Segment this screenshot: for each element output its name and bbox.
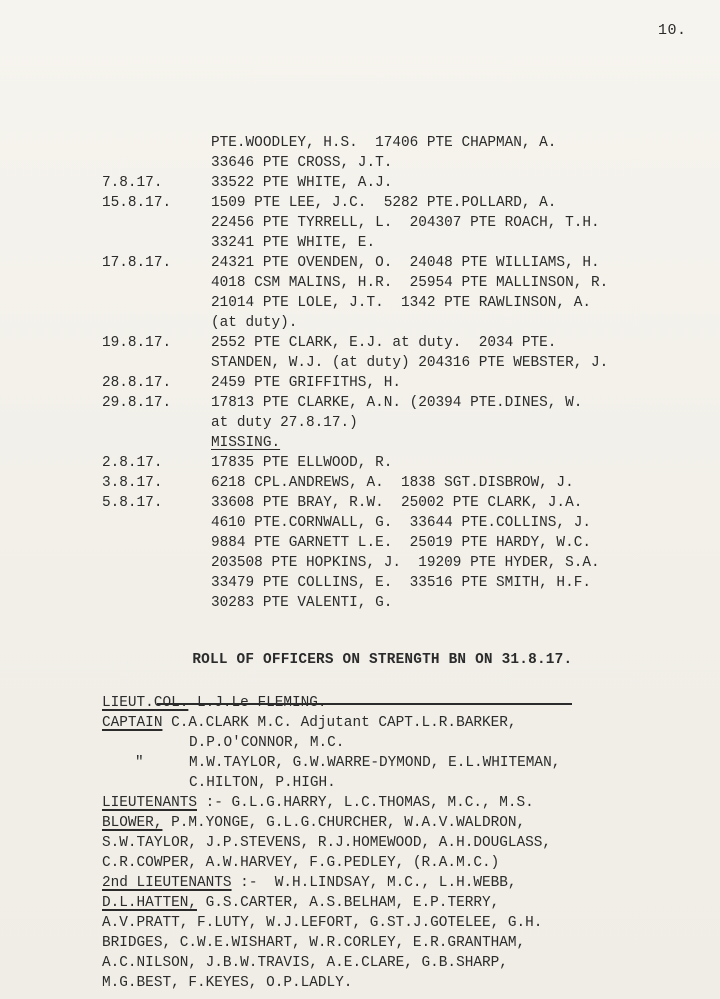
list-item xyxy=(0,253,640,273)
entry-text: 33646 PTE CROSS, J.T. xyxy=(211,155,393,171)
captain-label: CAPTAIN xyxy=(102,715,163,731)
lieutenants-line-2 xyxy=(102,813,702,833)
entry-text: 1509 PTE LEE, J.C. 5282 PTE.POLLARD, A. xyxy=(211,195,557,211)
entry-text: 2552 PTE CLARK, E.J. at duty. 2034 PTE. xyxy=(211,335,557,351)
captain-line-2: D.P.O'CONNOR, M.C. xyxy=(189,735,345,751)
entry-text: 9884 PTE GARNETT L.E. 25019 PTE HARDY, W.C. xyxy=(211,535,591,551)
list-item xyxy=(0,373,640,393)
entry-text: 33479 PTE COLLINS, E. 33516 PTE SMITH, H.F. xyxy=(211,575,591,591)
list-item xyxy=(0,353,640,373)
lieutenants-label: LIEUTENANTS xyxy=(102,795,197,811)
entry-date: 19.8.17. xyxy=(102,335,172,351)
list-item xyxy=(0,513,640,533)
missing-heading: MISSING. xyxy=(211,435,281,451)
entry-text: 24321 PTE OVENDEN, O. 24048 PTE WILLIAMS, H. xyxy=(211,255,600,271)
lieutenants-line-3: S.W.TAYLOR, J.P.STEVENS, R.J.HOMEWOOD, A.H.DOUGLASS, xyxy=(102,835,552,851)
entry-text: 17813 PTE CLARKE, A.N. (20394 PTE.DINES, W. xyxy=(211,395,583,411)
second-lieutenants-line-3: A.V.PRATT, F.LUTY, W.J.LEFORT, G.ST.J.GOTELEE, G.H. xyxy=(102,915,543,931)
entry-text: 203508 PTE HOPKINS, J. 19209 PTE HYDER, S.A. xyxy=(211,555,600,571)
second-lieutenants-line xyxy=(102,873,702,893)
entry-date: 5.8.17. xyxy=(102,495,163,511)
list-item xyxy=(0,153,640,173)
entry-text: 33608 PTE BRAY, R.W. 25002 PTE CLARK, J.A. xyxy=(211,495,583,511)
list-item xyxy=(0,173,640,193)
ditto-mark: " xyxy=(135,755,144,771)
entry-date: 2.8.17. xyxy=(102,455,163,471)
entry-text: 4018 CSM MALINS, H.R. 25954 PTE MALLINSON, R. xyxy=(211,275,609,291)
lieutenants-line xyxy=(102,793,702,813)
lieutenants-names: :- G.L.G.HARRY, L.C.THOMAS, M.C., M.S. xyxy=(197,795,534,811)
entry-text: 4610 PTE.CORNWALL, G. 33644 PTE.COLLINS, J. xyxy=(211,515,591,531)
lieutenants-line-4: C.R.COWPER, A.W.HARVEY, F.G.PEDLEY, (R.A.M.C.) xyxy=(102,855,500,871)
second-lieutenants-label: 2nd LIEUTENANTS xyxy=(102,875,232,891)
roll-title-text: ROLL OF OFFICERS ON STRENGTH BN ON 31.8.17. xyxy=(192,652,573,668)
entry-text: 22456 PTE TYRRELL, L. 204307 PTE ROACH, T.H. xyxy=(211,215,600,231)
lieutenants-line2-names: P.M.YONGE, G.L.G.CHURCHER, W.A.V.WALDRON, xyxy=(162,815,526,831)
entry-date: 3.8.17. xyxy=(102,475,163,491)
list-item xyxy=(0,413,640,433)
second-lieutenants-line-4: BRIDGES, C.W.E.WISHART, W.R.CORLEY, E.R.GRANTHAM, xyxy=(102,935,526,951)
second-line2-names: G.S.CARTER, A.S.BELHAM, E.P.TERRY, xyxy=(197,895,500,911)
list-item xyxy=(0,313,640,333)
second-lieutenants-line-2 xyxy=(102,893,702,913)
list-item xyxy=(0,453,640,473)
list-item xyxy=(0,533,640,553)
list-item xyxy=(0,193,640,213)
captain-line xyxy=(102,713,702,733)
lieut-col-line xyxy=(102,693,702,713)
entry-date: 28.8.17. xyxy=(102,375,172,391)
second-line2-label: D.L.HATTEN, xyxy=(102,895,197,911)
entry-text: 6218 CPL.ANDREWS, A. 1838 SGT.DISBROW, J. xyxy=(211,475,574,491)
list-item xyxy=(0,393,640,413)
list-item xyxy=(0,553,640,573)
entry-text: 2459 PTE GRIFFITHS, H. xyxy=(211,375,401,391)
entry-text: PTE.WOODLEY, H.S. 17406 PTE CHAPMAN, A. xyxy=(211,135,557,151)
list-item xyxy=(0,233,640,253)
entry-date: 17.8.17. xyxy=(102,255,172,271)
captain-line-3: M.W.TAYLOR, G.W.WARRE-DYMOND, E.L.WHITEMAN, xyxy=(189,755,561,771)
entry-date: 29.8.17. xyxy=(102,395,172,411)
list-item xyxy=(0,133,640,153)
list-item xyxy=(0,433,640,453)
captain-line-4: C.HILTON, P.HIGH. xyxy=(189,775,336,791)
lieutenants-line2-label: BLOWER, xyxy=(102,815,163,831)
lieut-col-label: LIEUT.COL. xyxy=(102,695,189,711)
entry-text: 30283 PTE VALENTI, G. xyxy=(211,595,393,611)
second-lieutenants-line-6: M.G.BEST, F.KEYES, O.P.LADLY. xyxy=(102,975,353,991)
list-item xyxy=(0,593,640,613)
second-lieutenants-line-5: A.C.NILSON, J.B.W.TRAVIS, A.E.CLARE, G.B.SHARP, xyxy=(102,955,508,971)
list-item xyxy=(0,333,640,353)
entry-date: 7.8.17. xyxy=(102,175,163,191)
list-item xyxy=(0,473,640,493)
entry-text: STANDEN, W.J. (at duty) 204316 PTE WEBSTER, J. xyxy=(211,355,609,371)
page-number: 10. xyxy=(658,22,687,39)
list-item xyxy=(0,213,640,233)
entry-text: 33522 PTE WHITE, A.J. xyxy=(211,175,393,191)
entry-date: 15.8.17. xyxy=(102,195,172,211)
entry-text: 21014 PTE LOLE, J.T. 1342 PTE RAWLINSON, A. xyxy=(211,295,591,311)
list-item xyxy=(0,493,640,513)
entry-text: (at duty). xyxy=(211,315,298,331)
list-item xyxy=(0,273,640,293)
lieut-col-names: L.J.Le FLEMING. xyxy=(188,695,327,711)
list-item xyxy=(0,573,640,593)
entry-text: at duty 27.8.17.) xyxy=(211,415,358,431)
entry-text: 17835 PTE ELLWOOD, R. xyxy=(211,455,393,471)
list-item xyxy=(0,293,640,313)
entry-text: 33241 PTE WHITE, E. xyxy=(211,235,376,251)
second-lieutenants-names: :- W.H.LINDSAY, M.C., L.H.WEBB, xyxy=(231,875,517,891)
captain-names: C.A.CLARK M.C. Adjutant CAPT.L.R.BARKER, xyxy=(162,715,517,731)
roll-title xyxy=(157,636,572,700)
